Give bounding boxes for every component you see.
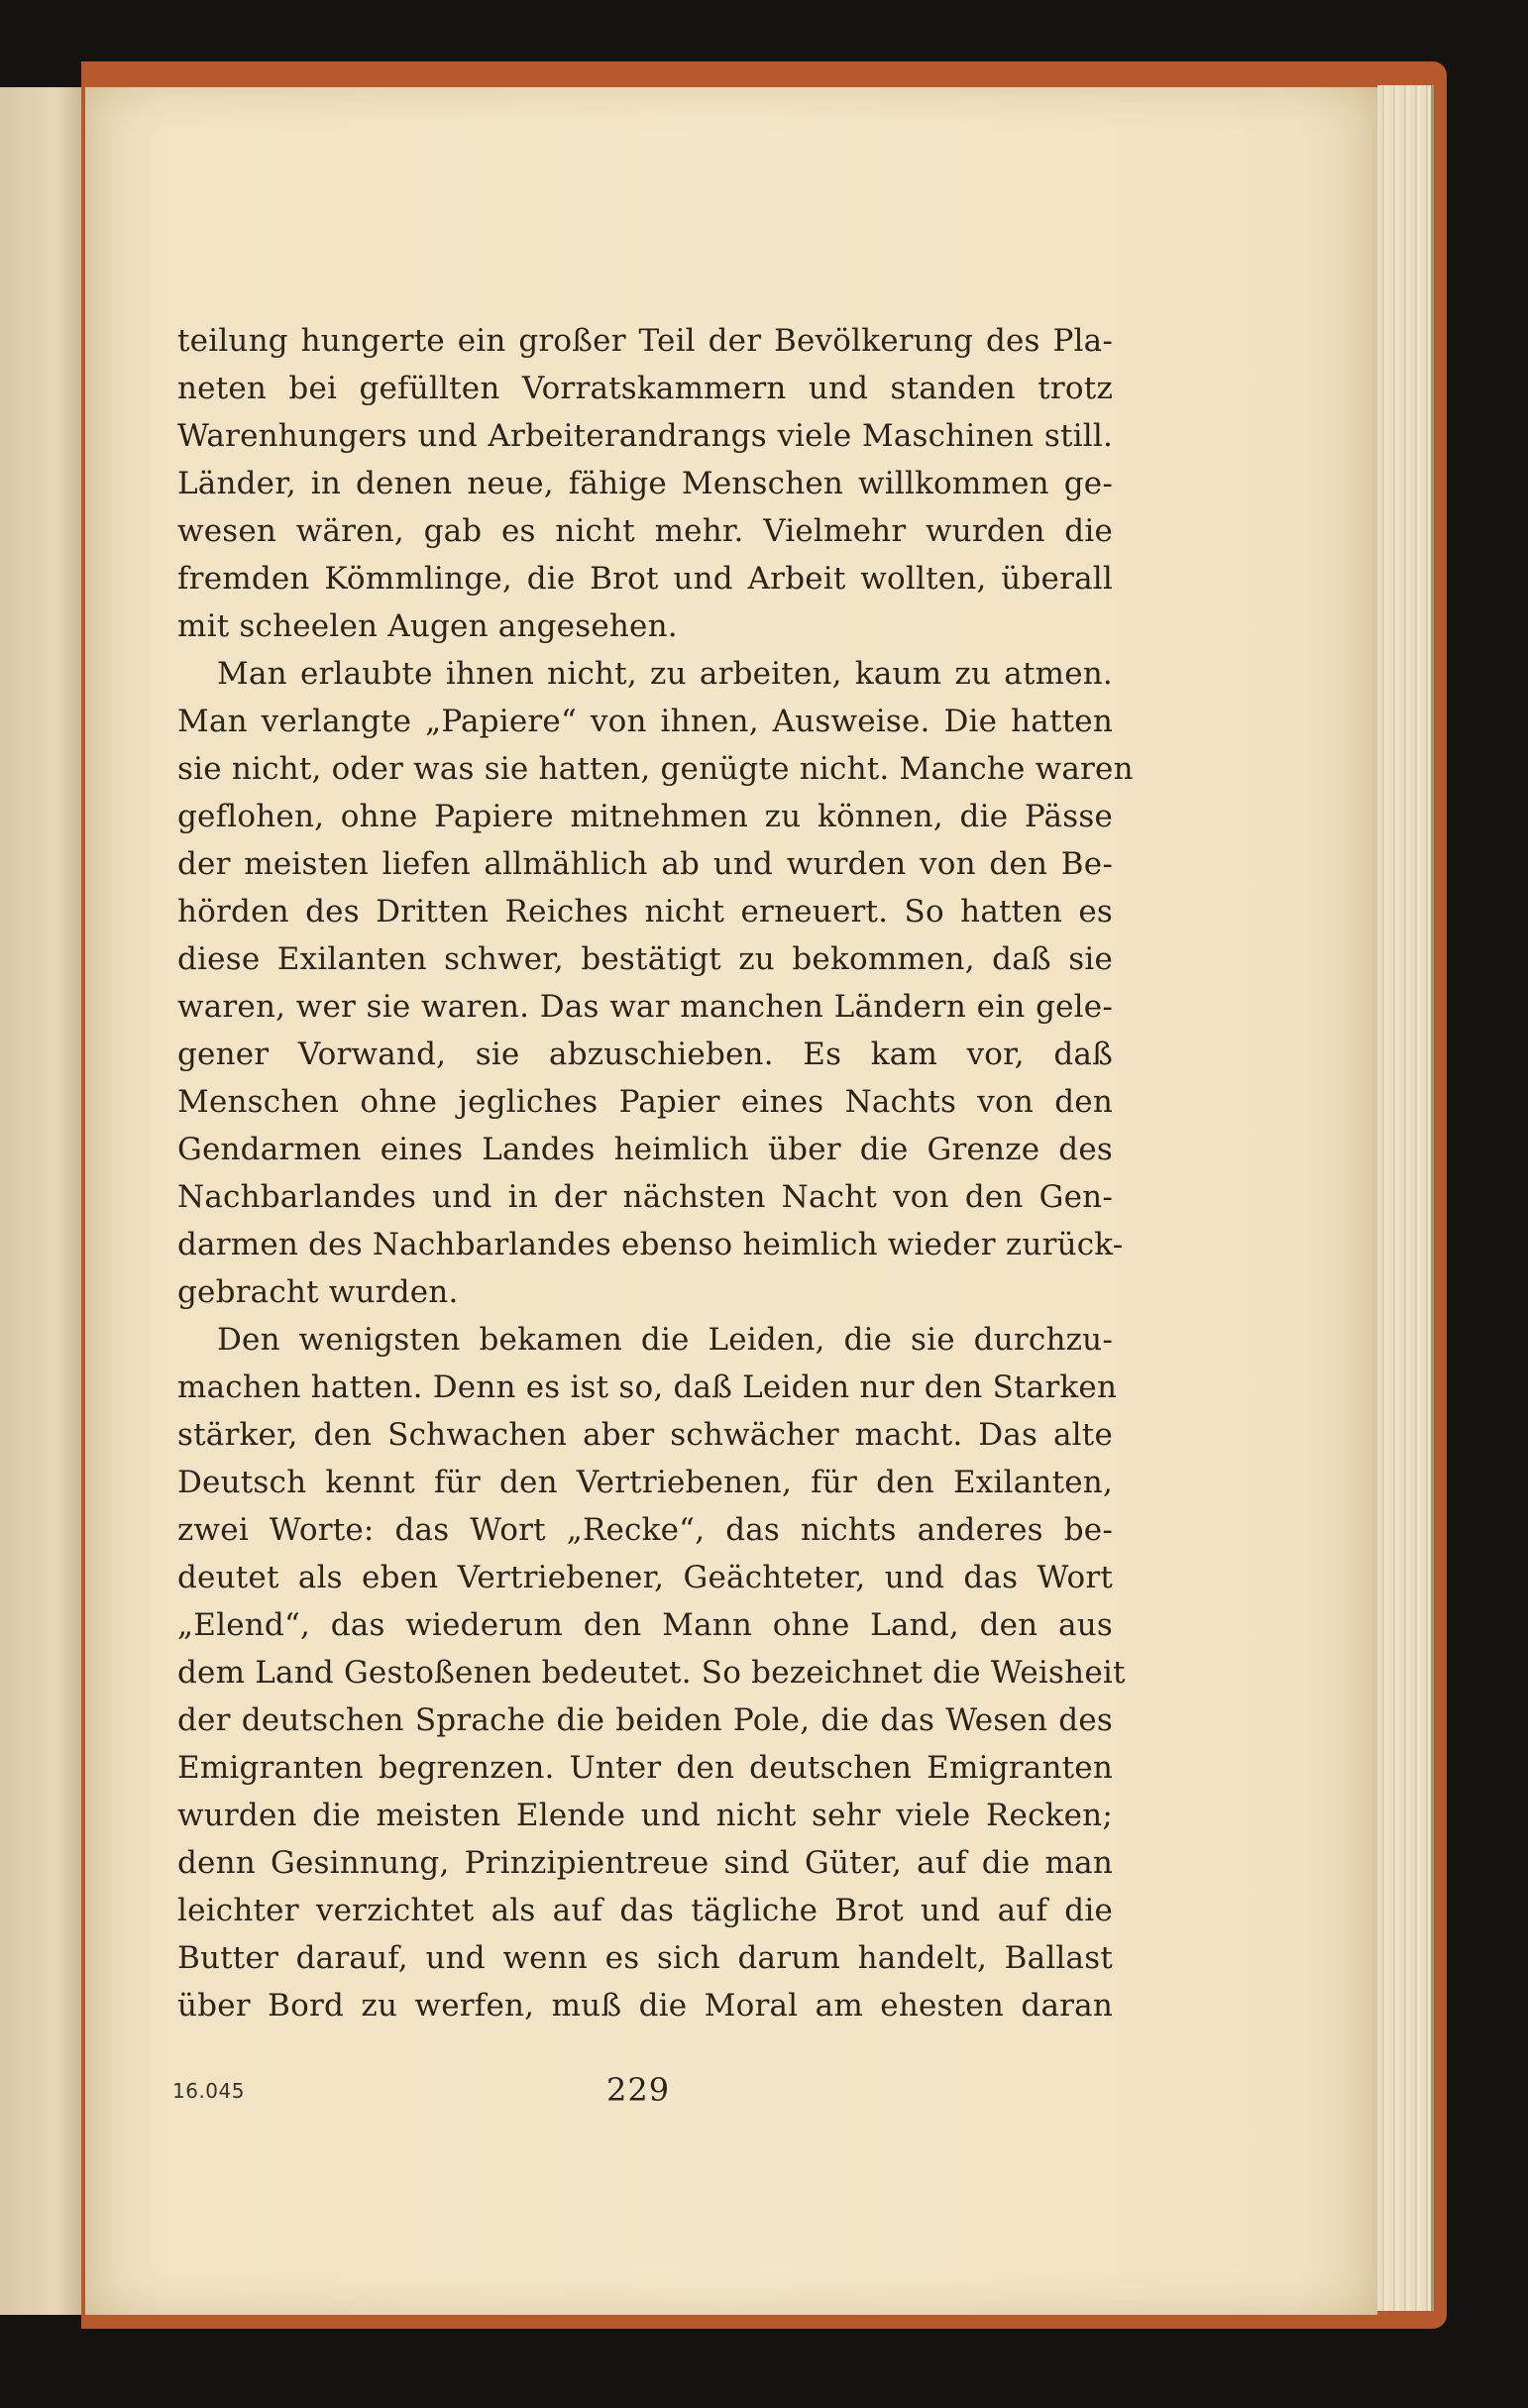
text-line: machen hatten. Denn es ist so, daß Leiden nur den Starken — [177, 1369, 1118, 1405]
text-line: deutet als eben Vertriebener, Geächteter, und das Wort — [177, 1560, 1113, 1595]
text-line: der meisten liefen allmählich ab und wurden von den Be- — [177, 846, 1113, 882]
text-line: Man erlaubte ihnen nicht, zu arbeiten, kaum zu atmen. — [217, 656, 1113, 692]
text-line: über Bord zu werfen, muß die Moral am ehesten daran — [177, 1988, 1113, 2024]
text-line: hörden des Dritten Reiches nicht erneuert. So hatten es — [177, 894, 1113, 930]
text-line: wesen wären, gab es nicht mehr. Vielmehr wurden die — [177, 513, 1113, 549]
text-line: Man verlangte „Papiere“ von ihnen, Ausweise. Die hatten — [177, 704, 1113, 739]
text-line: Warenhungers und Arbeiterandrangs viele Maschinen still. — [177, 418, 1113, 454]
text-line: Nachbarlandes und in der nächsten Nacht von den Gen- — [177, 1179, 1113, 1215]
text-line: darmen des Nachbarlandes ebenso heimlich wieder zurück- — [177, 1227, 1124, 1262]
text-line: teilung hungerte ein großer Teil der Bevölkerung des Pla- — [177, 323, 1113, 359]
text-line: Länder, in denen neue, fähige Menschen willkommen ge- — [177, 466, 1113, 501]
printer-signature: 16.045 — [172, 2079, 245, 2103]
body-text — [177, 317, 1134, 2029]
page-number: 229 — [606, 2071, 671, 2109]
text-line: Deutsch kennt für den Vertriebenen, für den Exilanten, — [177, 1465, 1113, 1500]
text-line: Den wenigsten bekamen die Leiden, die sie durchzu- — [217, 1322, 1113, 1358]
text-line: denn Gesinnung, Prinzipientreue sind Güter, auf die man — [177, 1845, 1113, 1881]
text-line: geflohen, ohne Papiere mitnehmen zu können, die Pässe — [177, 799, 1113, 834]
text-line: zwei Worte: das Wort „Recke“, das nichts anderes be- — [177, 1512, 1113, 1548]
text-line: fremden Kömmlinge, die Brot und Arbeit wollten, überall — [177, 561, 1113, 597]
paragraph — [177, 317, 1113, 650]
paragraph — [177, 1316, 1126, 2029]
text-line: wurden die meisten Elende und nicht sehr viele Recken; — [177, 1798, 1113, 1833]
page-stack-edge — [1377, 85, 1434, 2311]
text-line: Menschen ohne jegliches Papier eines Nachts von den — [177, 1084, 1113, 1120]
text-line: gebracht wurden. — [177, 1274, 459, 1310]
text-line: mit scheelen Augen angesehen. — [177, 608, 678, 644]
text-line: Gendarmen eines Landes heimlich über die Grenze des — [177, 1132, 1113, 1167]
text-line: Emigranten begrenzen. Unter den deutschen Emigranten — [177, 1750, 1113, 1786]
text-line: gener Vorwand, sie abzuschieben. Es kam vor, daß — [177, 1037, 1113, 1072]
text-line: sie nicht, oder was sie hatten, genügte nicht. Manche waren — [177, 751, 1134, 787]
text-line: stärker, den Schwachen aber schwächer macht. Das alte — [177, 1417, 1113, 1453]
text-line: leichter verzichtet als auf das tägliche Brot und auf die — [177, 1893, 1113, 1928]
text-line: dem Land Gestoßenen bedeutet. So bezeichnet die Weisheit — [177, 1655, 1126, 1691]
text-line: waren, wer sie waren. Das war manchen Ländern ein gele- — [177, 989, 1113, 1025]
text-line: neten bei gefüllten Vorratskammern und standen trotz — [177, 371, 1113, 406]
text-line: der deutschen Sprache die beiden Pole, die das Wesen des — [177, 1702, 1113, 1738]
left-page-edge — [0, 87, 83, 2315]
text-line: „Elend“, das wiederum den Mann ohne Land, den aus — [177, 1607, 1113, 1643]
text-line: diese Exilanten schwer, bestätigt zu bekommen, daß sie — [177, 941, 1113, 977]
paragraph — [177, 650, 1134, 1316]
text-line: Butter darauf, und wenn es sich darum handelt, Ballast — [177, 1940, 1113, 1976]
